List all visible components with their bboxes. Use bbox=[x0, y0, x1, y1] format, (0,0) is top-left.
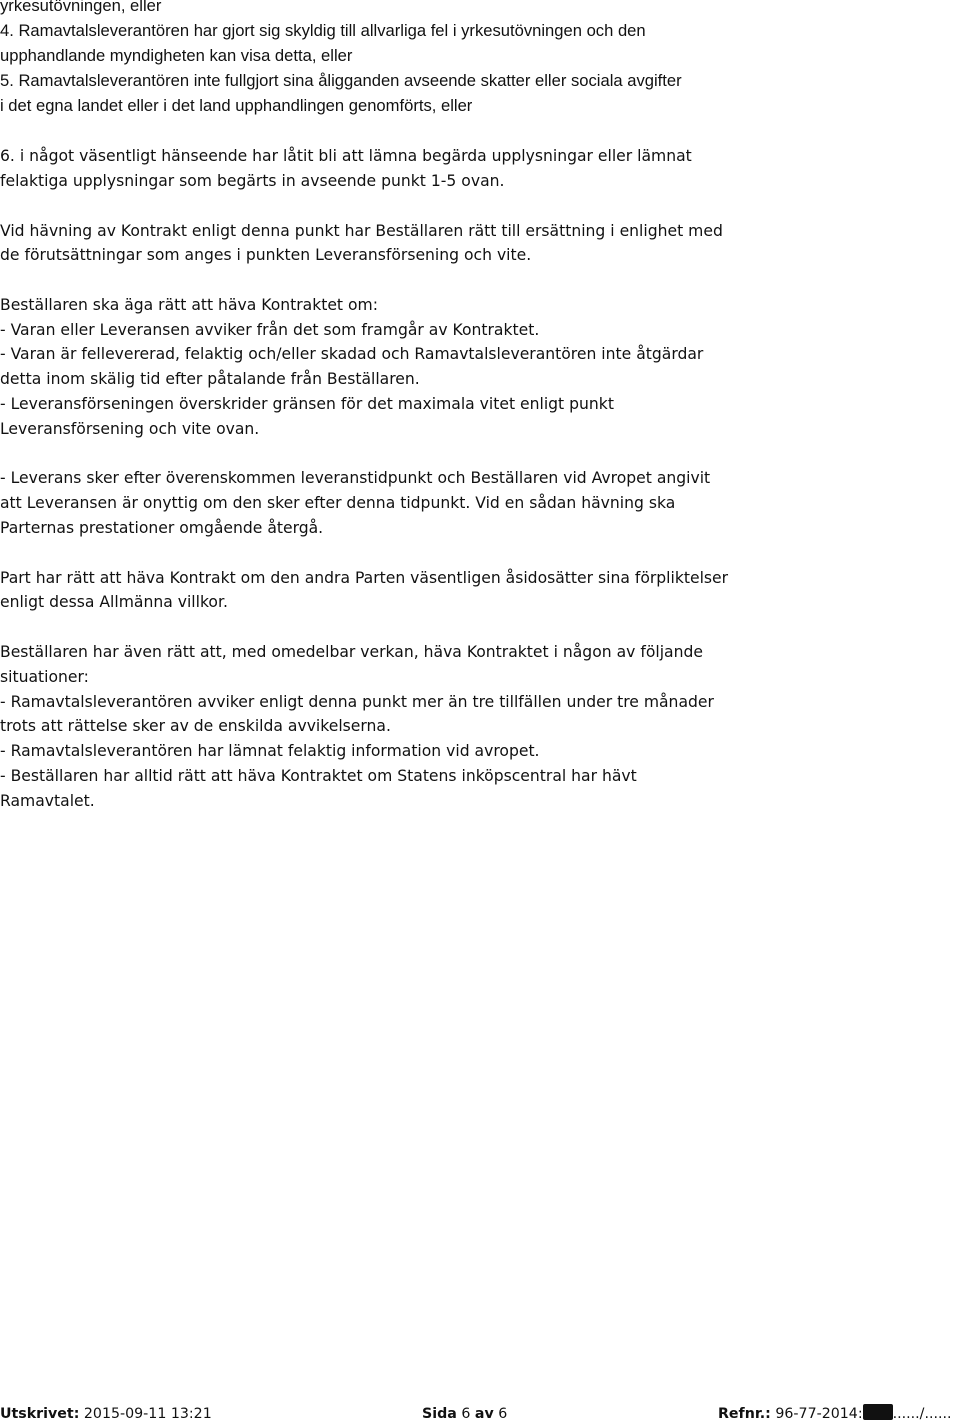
text-line: situationer: bbox=[0, 668, 89, 686]
page-of: av bbox=[474, 1406, 494, 1422]
redaction-block bbox=[863, 1404, 893, 1420]
text-line: yrkesutövningen, eller bbox=[0, 0, 162, 15]
text-line: enligt dessa Allmänna villkor. bbox=[0, 593, 228, 611]
text-line: felaktiga upplysningar som begärts in avseende punkt 1-5 ovan. bbox=[0, 172, 505, 190]
page-total: 6 bbox=[498, 1406, 508, 1422]
text-line: detta inom skälig tid efter påtalande från Beställaren. bbox=[0, 370, 420, 388]
text-line: Part har rätt att häva Kontrakt om den andra Parten väsentligen åsidosätter sina förpliktelser bbox=[0, 569, 729, 587]
text-line: att Leveransen är onyttig om den sker efter denna tidpunkt. Vid en sådan hävning ska bbox=[0, 494, 676, 512]
page-label: Sida bbox=[422, 1406, 457, 1422]
text-line: - Beställaren har alltid rätt att häva Kontraktet om Statens inköpscentral har hävt bbox=[0, 767, 637, 785]
printed-value: 2015-09-11 13:21 bbox=[83, 1406, 212, 1422]
ref-value-prefix: 96-77-2014: bbox=[775, 1406, 863, 1422]
printed-label: Utskrivet: bbox=[0, 1406, 80, 1422]
text-line: Ramavtalet. bbox=[0, 792, 95, 810]
ref-value-suffix: ....../...... bbox=[892, 1406, 952, 1422]
text-line: Vid hävning av Kontrakt enligt denna punkt har Beställaren rätt till ersättning i enlighet med bbox=[0, 222, 723, 240]
text-line: i det egna landet eller i det land upphandlingen genomförts, eller bbox=[0, 96, 473, 115]
text-line: - Varan eller Leveransen avviker från det som framgår av Kontraktet. bbox=[0, 321, 540, 339]
text-line: trots att rättelse sker av de enskilda avvikelserna. bbox=[0, 717, 391, 735]
text-line: - Ramavtalsleverantören avviker enligt denna punkt mer än tre tillfällen under tre månader bbox=[0, 693, 714, 711]
text-line: 5. Ramavtalsleverantören inte fullgjort sina åligganden avseende skatter eller sociala avgifter bbox=[0, 71, 682, 90]
text-line: de förutsättningar som anges i punkten Leveransförsening och vite. bbox=[0, 246, 532, 264]
footer-page-number bbox=[422, 1402, 507, 1426]
text-line: upphandlande myndigheten kan visa detta, eller bbox=[0, 46, 353, 65]
text-line: Beställaren ska äga rätt att häva Kontraktet om: bbox=[0, 296, 378, 314]
ref-label: Refnr.: bbox=[718, 1406, 771, 1422]
text-line: 6. i något väsentligt hänseende har låtit bli att lämna begärda upplysningar eller lämnat bbox=[0, 147, 692, 165]
text-line: 4. Ramavtalsleverantören har gjort sig skyldig till allvarliga fel i yrkesutövningen och den bbox=[0, 21, 646, 40]
text-line: Leveransförsening och vite ovan. bbox=[0, 420, 260, 438]
footer-printed bbox=[0, 1402, 212, 1426]
text-line: Beställaren har även rätt att, med omedelbar verkan, häva Kontraktet i någon av följande bbox=[0, 643, 703, 661]
text-line: - Leverans sker efter överenskommen leveranstidpunkt och Beställaren vid Avropet angivit bbox=[0, 469, 711, 487]
text-line: Parternas prestationer omgående återgå. bbox=[0, 519, 324, 537]
text-line: - Varan är fellevererad, felaktig och/eller skadad och Ramavtalsleverantören inte åtgärdar bbox=[0, 345, 704, 363]
text-line: - Leveransförseningen överskrider gränsen för det maximala vitet enligt punkt bbox=[0, 395, 614, 413]
footer-reference bbox=[718, 1402, 952, 1426]
text-line: - Ramavtalsleverantören har lämnat felaktig information vid avropet. bbox=[0, 742, 540, 760]
page-current: 6 bbox=[461, 1406, 471, 1422]
